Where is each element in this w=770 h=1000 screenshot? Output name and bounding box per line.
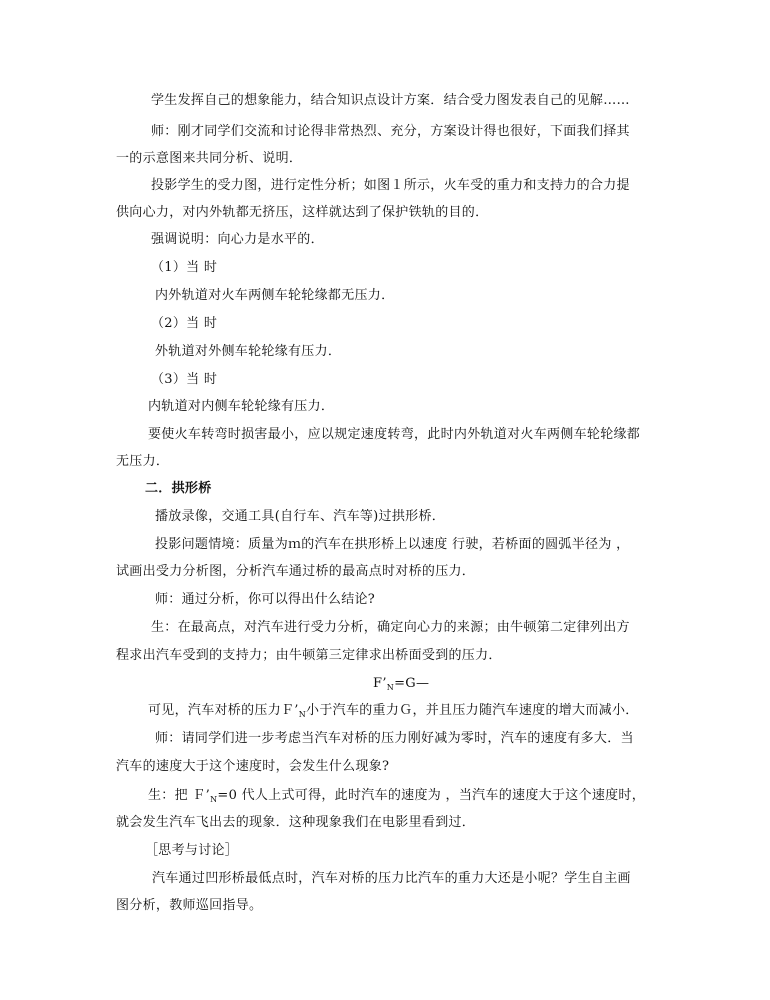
paragraph-line: 外轨道对外侧车轮轮缘有压力． bbox=[155, 344, 342, 359]
paragraph-line: 供向心力，对内外轨都无挤压，这样就达到了保护铁轨的目的． bbox=[116, 205, 489, 220]
paragraph-line: 学生发挥自己的想象能力，结合知识点设计方案．结合受力图发表自己的见解…… bbox=[151, 93, 630, 108]
paragraph-line: 内轨道对内侧车轮轮缘有压力． bbox=[148, 399, 335, 414]
paragraph-line: 师：请同学们进一步考虑当汽车对桥的压力刚好减为零时，汽车的速度有多大．当 bbox=[155, 731, 634, 746]
paragraph-line: 播放录像，交通工具(自行车、汽车等)过拱形桥． bbox=[155, 509, 446, 524]
condition-2: （2）当 时 bbox=[151, 316, 218, 331]
paragraph-line: 就会发生汽车飞出去的现象．这种现象我们在电影里看到过． bbox=[116, 815, 476, 830]
paragraph-line: 图分析，教师巡回指导。 bbox=[116, 898, 263, 913]
section-heading: ［思考与讨论］ bbox=[145, 843, 239, 858]
paragraph-line: 内外轨道对火车两侧车轮轮缘都无压力． bbox=[155, 288, 395, 303]
formula: $F’_N=G—$ bbox=[373, 676, 430, 692]
paragraph-line: 要使火车转弯时损害最小，应以规定速度转弯，此时内外轨道对火车两侧车轮轮缘都 bbox=[148, 427, 641, 442]
section-heading: 二．拱形桥 bbox=[145, 481, 212, 496]
paragraph-line: 程求出汽车受到的支持力；由牛顿第三定律求出桥面受到的压力． bbox=[116, 648, 502, 663]
paragraph-line: 生：在最高点，对汽车进行受力分析，确定向心力的来源；由牛顿第二定律列出方 bbox=[151, 620, 630, 635]
paragraph-line: 投影问题情境：质量为ｍ的汽车在拱形桥上以速度 行驶，若桥面的圆弧半径为 ， bbox=[155, 537, 630, 552]
paragraph-line: 师：通过分析，你可以得出什么结论? bbox=[155, 592, 376, 607]
paragraph-line: 强调说明：向心力是水平的． bbox=[151, 232, 324, 247]
condition-3: （3）当 时 bbox=[151, 372, 218, 387]
paragraph-line: 投影学生的受力图，进行定性分析；如图１所示，火车受的重力和支持力的合力提 bbox=[151, 178, 630, 193]
paragraph-line: 汽车的速度大于这个速度时，会发生什么现象? bbox=[116, 759, 390, 774]
paragraph-line: 师：刚才同学们交流和讨论得非常热烈、充分，方案设计得也很好，下面我们择其 bbox=[151, 124, 630, 139]
paragraph-line: 一的示意图来共同分析、说明． bbox=[116, 151, 303, 166]
paragraph-line: 汽车通过凹形桥最低点时，汽车对桥的压力比汽车的重力大还是小呢？学生自主画 bbox=[152, 871, 631, 886]
paragraph-line: 生：把 $F’_N=0$ 代人上式可得，此时汽车的速度为 ，当汽车的速度大于这个速度时， bbox=[148, 788, 646, 804]
paragraph-line: 试画出受力分析图，分析汽车通过桥的最高点时对桥的压力． bbox=[116, 564, 476, 579]
condition-1: （1）当 时 bbox=[151, 260, 218, 275]
paragraph-line: 无压力． bbox=[116, 454, 170, 469]
paragraph-line: 可见，汽车对桥的压力$F’_N$小于汽车的重力Ｇ，并且压力随汽车速度的增大而减小． bbox=[148, 703, 639, 719]
